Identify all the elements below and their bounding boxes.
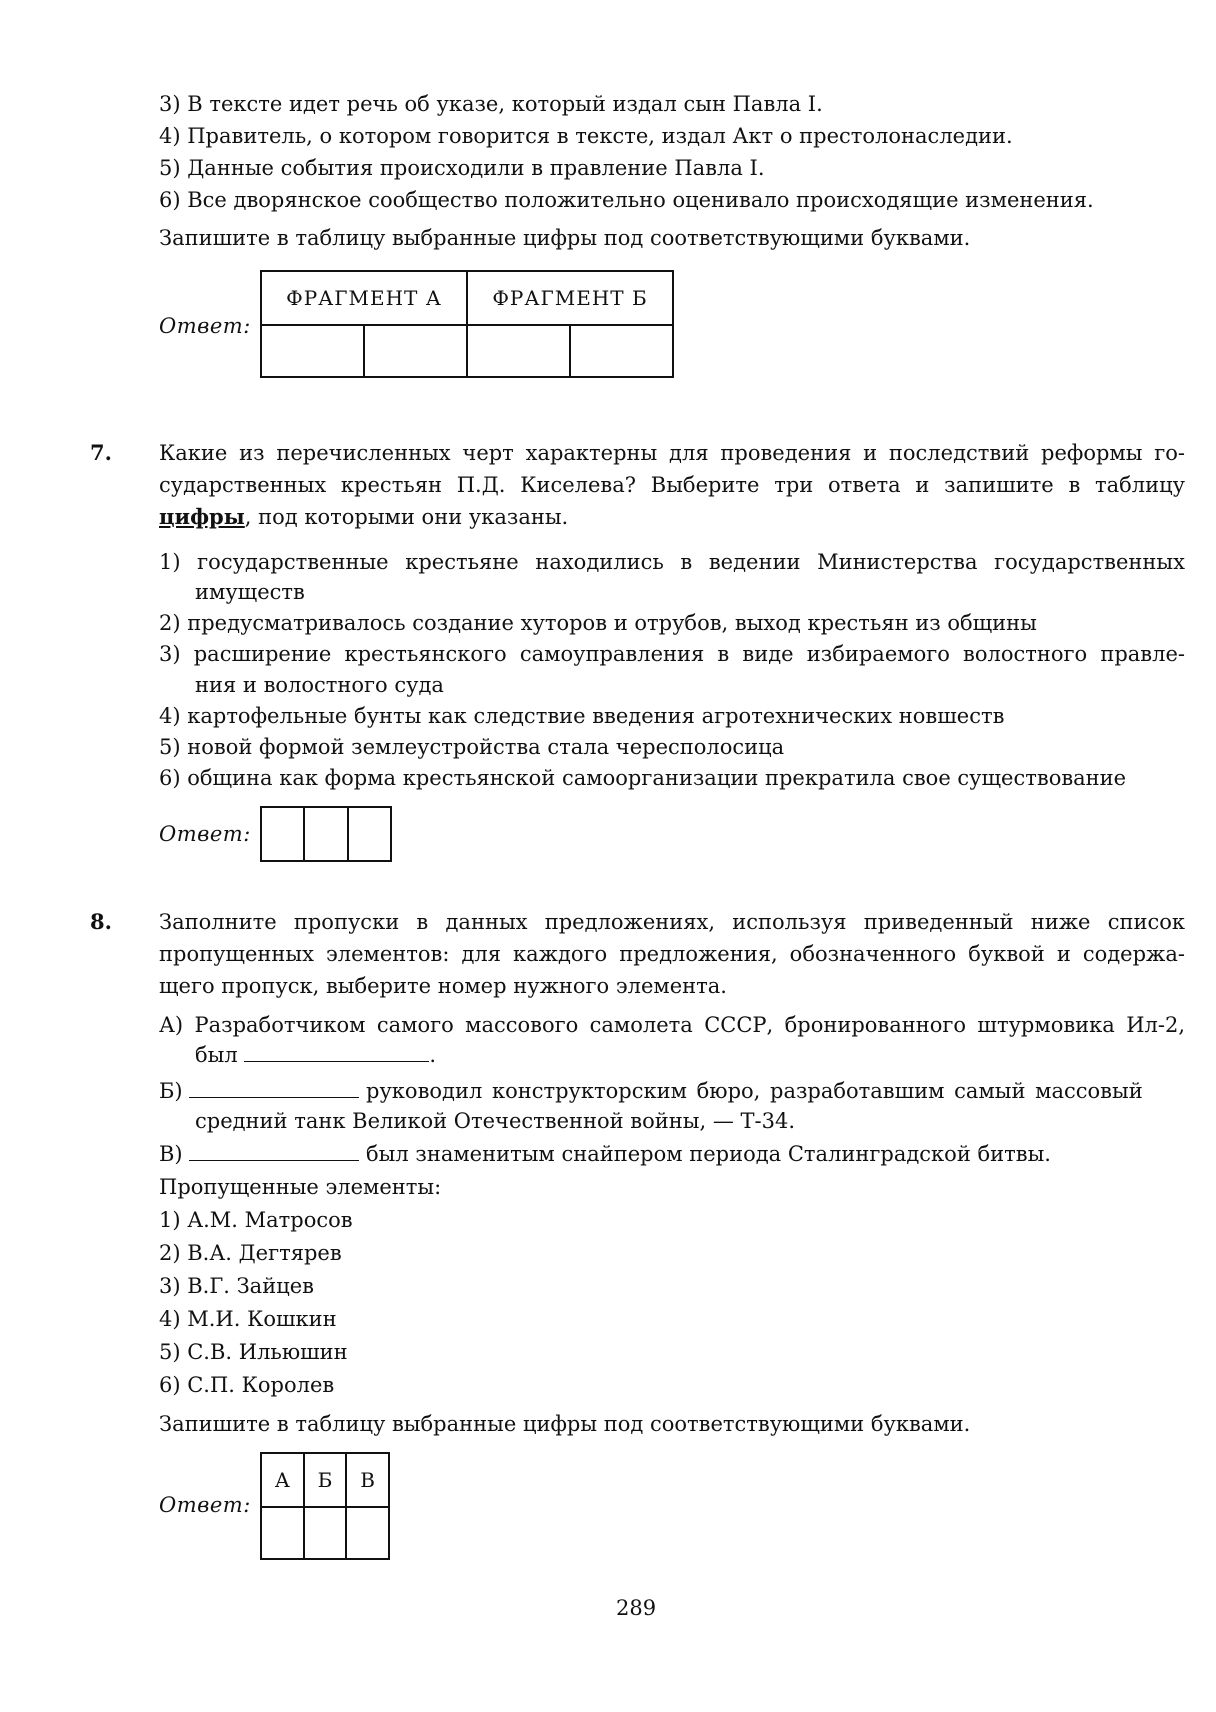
q8-sentence-b-line2: средний танк Великой Отечественной войны, — Т-34. xyxy=(195,1109,796,1133)
q8-intro-line2: пропущенных элементов: для каждого предложения, обозначенного буквой и содержа- xyxy=(159,942,1185,966)
q7-text-line2: сударственных крестьян П.Д. Киселева? Выберите три ответа и запишите в таблицу xyxy=(159,473,1185,497)
q7-option-5: 5) новой формой землеустройства стала чересполосица xyxy=(159,735,785,759)
q8-intro-line3: щего пропуск, выберите номер нужного элемента. xyxy=(159,974,727,998)
q8-answer-cell-b[interactable] xyxy=(304,1507,347,1559)
q8-header-a: А xyxy=(261,1453,304,1507)
q6-header-fragment-a: ФРАГМЕНТ А xyxy=(261,271,467,325)
q6-answer-table xyxy=(260,270,674,378)
q8-blank-v[interactable] xyxy=(189,1138,359,1161)
q8-element-3: 3) В.Г. Зайцев xyxy=(159,1274,314,1298)
q6-header-fragment-b: ФРАГМЕНТ Б xyxy=(467,271,673,325)
q8-sentence-a-word: был xyxy=(195,1043,238,1067)
q8-missing-title: Пропущенные элементы: xyxy=(159,1175,442,1199)
q8-intro-line1: Заполните пропуски в данных предложениях, используя приведенный ниже список xyxy=(159,910,1185,934)
q8-sentence-a-end: . xyxy=(429,1043,437,1067)
q7-answer-label: Ответ: xyxy=(159,822,251,846)
q8-sentence-v-prefix: В) xyxy=(159,1142,183,1166)
q7-option-1-cont: имуществ xyxy=(195,580,305,604)
q6-answer-cell-a2[interactable] xyxy=(364,325,467,377)
q6-option-5: 5) Данные события происходили в правление Павла I. xyxy=(159,156,765,180)
q8-instruction: Запишите в таблицу выбранные цифры под соответствующими буквами. xyxy=(159,1412,971,1436)
q6-answer-cell-b2[interactable] xyxy=(570,325,673,377)
q8-header-v: В xyxy=(346,1453,389,1507)
q8-number: 8. xyxy=(90,909,112,934)
q7-answer-cell-2[interactable] xyxy=(304,807,347,861)
q8-answer-cell-a[interactable] xyxy=(261,1507,304,1559)
q8-sentence-a-line2 xyxy=(195,1039,436,1071)
q7-option-3-cont: ния и волостного суда xyxy=(195,673,444,697)
q8-sentence-b-rest: руководил конструкторским бюро, разработавшим самый массовый xyxy=(366,1079,1143,1103)
q7-number: 7. xyxy=(90,440,112,465)
q8-blank-b[interactable] xyxy=(189,1075,359,1098)
q8-header-b: Б xyxy=(304,1453,347,1507)
q7-emphasis: цифры xyxy=(159,504,245,529)
q7-answer-cell-1[interactable] xyxy=(261,807,304,861)
q7-answer-cell-3[interactable] xyxy=(348,807,391,861)
page-number: 289 xyxy=(616,1596,657,1620)
q7-option-2: 2) предусматривалось создание хуторов и отрубов, выход крестьян из общины xyxy=(159,611,1037,635)
q8-element-2: 2) В.А. Дегтярев xyxy=(159,1241,342,1265)
q8-element-4: 4) М.И. Кошкин xyxy=(159,1307,337,1331)
q8-sentence-b-prefix: Б) xyxy=(159,1079,183,1103)
q7-text-line1: Какие из перечисленных черт характерны для проведения и последствий реформы го- xyxy=(159,441,1185,465)
q6-option-4: 4) Правитель, о котором говорится в тексте, издал Акт о престолонаследии. xyxy=(159,124,1013,148)
q8-blank-a[interactable] xyxy=(244,1039,429,1062)
q6-answer-cell-b1[interactable] xyxy=(467,325,570,377)
q7-option-4: 4) картофельные бунты как следствие введения агротехнических новшеств xyxy=(159,704,1005,728)
q7-text-line3 xyxy=(159,501,568,533)
q8-element-1: 1) А.М. Матросов xyxy=(159,1208,353,1232)
q6-option-3: 3) В тексте идет речь об указе, который издал сын Павла I. xyxy=(159,92,823,116)
q8-element-5: 5) С.В. Ильюшин xyxy=(159,1340,348,1364)
q8-sentence-v xyxy=(159,1138,1051,1170)
q6-instruction: Запишите в таблицу выбранные цифры под соответствующими буквами. xyxy=(159,226,971,250)
q8-element-6: 6) С.П. Королев xyxy=(159,1373,335,1397)
q7-option-1: 1) государственные крестьяне находились в ведении Министерства государственных xyxy=(159,550,1185,574)
q6-answer-cell-a1[interactable] xyxy=(261,325,364,377)
q8-sentence-b-line1 xyxy=(159,1075,1185,1107)
q6-answer-label: Ответ: xyxy=(159,314,251,338)
q8-answer-table xyxy=(260,1452,390,1560)
q8-answer-label: Ответ: xyxy=(159,1493,251,1517)
q7-answer-table xyxy=(260,806,392,862)
q7-option-3: 3) расширение крестьянского самоуправления в виде избираемого волостного правле- xyxy=(159,642,1185,666)
q7-option-6: 6) община как форма крестьянской самоорганизации прекратила свое существование xyxy=(159,766,1127,790)
q7-text-line3-rest: , под которыми они указаны. xyxy=(244,505,569,529)
q8-answer-cell-v[interactable] xyxy=(346,1507,389,1559)
q8-sentence-v-rest: был знаменитым снайпером периода Сталинградской битвы. xyxy=(366,1142,1051,1166)
q6-option-6: 6) Все дворянское сообщество положительно оценивало происходящие изменения. xyxy=(159,188,1094,212)
q8-sentence-a-line1: А) Разработчиком самого массового самолета СССР, бронированного штурмовика Ил-2, xyxy=(159,1013,1185,1037)
